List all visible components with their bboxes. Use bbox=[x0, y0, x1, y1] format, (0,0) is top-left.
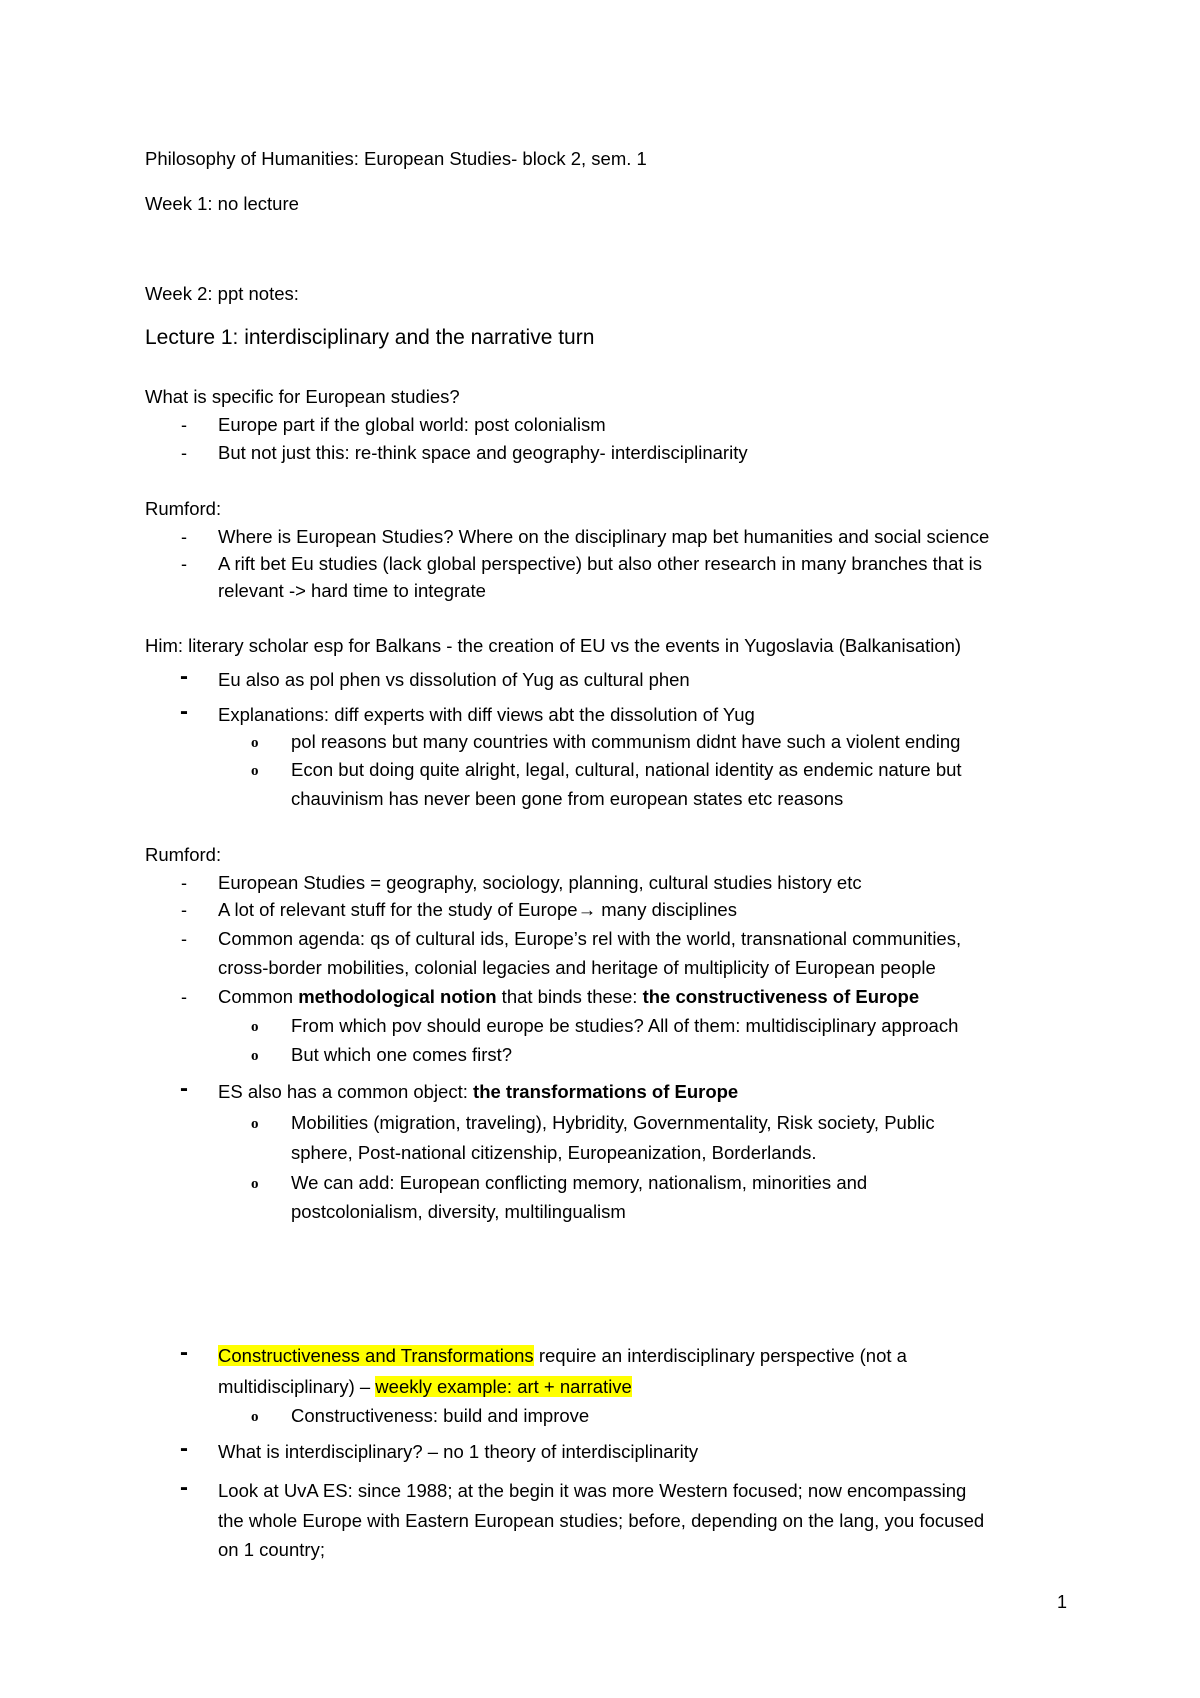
o-bullet: o bbox=[251, 1409, 259, 1425]
sub-list-item: Econ but doing quite alright, legal, cultural, national identity as endemic nature but bbox=[291, 759, 962, 780]
list-item: European Studies = geography, sociology, planning, cultural studies history etc bbox=[218, 872, 862, 893]
o-bullet: o bbox=[251, 1048, 259, 1064]
him-line: Him: literary scholar esp for Balkans - the creation of EU vs the events in Yugoslavia (Balkanisation) bbox=[145, 635, 962, 656]
list-item-continuation: the whole Europe with Eastern European studies; before, depending on the lang, you focused bbox=[218, 1510, 985, 1531]
list-item-bold: the transformations of Europe bbox=[473, 1081, 739, 1102]
dash-bullet: - bbox=[181, 873, 187, 893]
list-item-text: A lot of relevant stuff for the study of Europe bbox=[218, 899, 578, 920]
sub-list-item-continuation: sphere, Post-national citizenship, Europeanization, Borderlands. bbox=[291, 1142, 817, 1163]
sub-list-item: Constructiveness: build and improve bbox=[291, 1405, 590, 1426]
highlighted-text: weekly example: art + narrative bbox=[375, 1376, 632, 1397]
list-item: Europe part if the global world: post colonialism bbox=[218, 414, 606, 435]
list-item bbox=[218, 984, 919, 1010]
list-item-text: Common bbox=[218, 986, 299, 1007]
list-item-bold: the constructiveness of Europe bbox=[642, 986, 920, 1007]
rumford-label: Rumford: bbox=[145, 498, 222, 519]
list-item: Explanations: diff experts with diff views abt the dissolution of Yug bbox=[218, 704, 755, 725]
sub-list-item: pol reasons but many countries with communism didnt have such a violent ending bbox=[291, 731, 961, 752]
list-item: Where is European Studies? Where on the disciplinary map bet humanities and social science bbox=[218, 526, 990, 547]
dash-bullet: - bbox=[181, 554, 187, 574]
dash-bullet: - bbox=[180, 1474, 188, 1501]
list-item-text: ES also has a common object: bbox=[218, 1081, 474, 1102]
list-item: Common agenda: qs of cultural ids, Europe’s rel with the world, transnational communities, bbox=[218, 928, 962, 949]
list-item bbox=[218, 1343, 907, 1369]
list-item-continuation: on 1 country; bbox=[218, 1539, 325, 1560]
list-item-text: require an interdisciplinary perspective (not a bbox=[533, 1345, 907, 1366]
dash-bullet: - bbox=[181, 929, 187, 949]
arrow-icon: → bbox=[577, 899, 597, 920]
list-item: But not just this: re-think space and geography- interdisciplinarity bbox=[218, 442, 748, 463]
dash-bullet: - bbox=[181, 987, 187, 1007]
o-bullet: o bbox=[251, 735, 259, 751]
sub-list-item: Mobilities (migration, traveling), Hybridity, Governmentality, Risk society, Public bbox=[291, 1112, 935, 1133]
sub-list-item: From which pov should europe be studies? All of them: multidisciplinary approach bbox=[291, 1015, 959, 1036]
sub-list-item: We can add: European conflicting memory, nationalism, minorities and bbox=[291, 1172, 868, 1193]
dash-bullet: - bbox=[181, 900, 187, 920]
list-item-continuation: cross-border mobilities, colonial legacies and heritage of multiplicity of European people bbox=[218, 957, 936, 978]
dash-bullet: - bbox=[181, 527, 187, 547]
list-item-text: that binds these: bbox=[496, 986, 643, 1007]
dash-bullet: - bbox=[180, 663, 188, 690]
dash-bullet: - bbox=[180, 1075, 188, 1102]
o-bullet: o bbox=[251, 1019, 259, 1035]
list-item-text: multidisciplinary) – bbox=[218, 1376, 376, 1397]
dash-bullet: - bbox=[181, 443, 187, 463]
dash-bullet: - bbox=[180, 1339, 188, 1366]
rumford-label: Rumford: bbox=[145, 844, 222, 865]
list-item bbox=[218, 897, 737, 923]
list-item-bold: methodological notion bbox=[298, 986, 497, 1007]
dash-bullet: - bbox=[180, 1435, 188, 1462]
list-item bbox=[218, 1079, 738, 1105]
dash-bullet: - bbox=[180, 698, 188, 725]
list-item: A rift bet Eu studies (lack global perspective) but also other research in many branches that is bbox=[218, 553, 983, 574]
list-item-text: many disciplines bbox=[601, 899, 737, 920]
week2-line: Week 2: ppt notes: bbox=[145, 283, 299, 304]
highlighted-text: Constructiveness and Transformations bbox=[218, 1345, 534, 1366]
sub-list-item-continuation: postcolonialism, diversity, multilingualism bbox=[291, 1201, 626, 1222]
o-bullet: o bbox=[251, 763, 259, 779]
o-bullet: o bbox=[251, 1116, 259, 1132]
list-item: What is interdisciplinary? – no 1 theory of interdisciplinarity bbox=[218, 1441, 699, 1462]
document-title-line: Philosophy of Humanities: European Studies- block 2, sem. 1 bbox=[145, 148, 647, 169]
list-item-continuation: relevant -> hard time to integrate bbox=[218, 580, 486, 601]
dash-bullet: - bbox=[181, 415, 187, 435]
list-item: Eu also as pol phen vs dissolution of Yug as cultural phen bbox=[218, 669, 690, 690]
week1-line: Week 1: no lecture bbox=[145, 193, 299, 214]
list-item-continuation bbox=[218, 1374, 632, 1400]
list-item: Look at UvA ES: since 1988; at the begin it was more Western focused; now encompassing bbox=[218, 1480, 967, 1501]
sub-list-item: But which one comes first? bbox=[291, 1044, 513, 1065]
page-number: 1 bbox=[1057, 1592, 1068, 1612]
o-bullet: o bbox=[251, 1176, 259, 1192]
lecture-heading: Lecture 1: interdisciplinary and the narrative turn bbox=[145, 326, 595, 349]
sub-list-item-continuation: chauvinism has never been gone from european states etc reasons bbox=[291, 788, 844, 809]
specific-question: What is specific for European studies? bbox=[145, 386, 460, 407]
